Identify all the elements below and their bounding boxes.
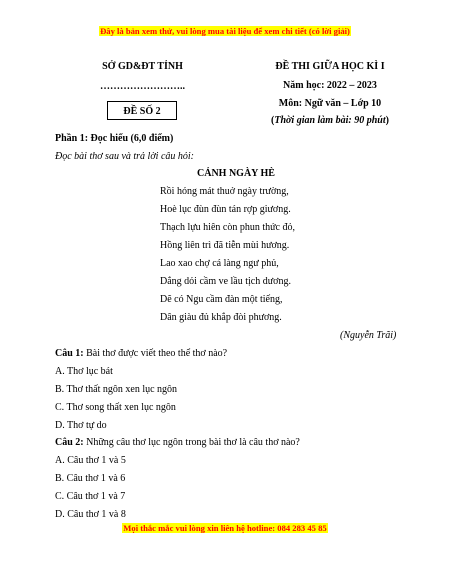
department-name: SỞ GD&ĐT TỈNH [102,61,183,72]
poem-line: Lao xao chợ cá làng ngư phủ, [160,258,279,269]
subject-line: Môn: Ngữ văn – Lớp 10 [278,98,382,109]
poem-line: Hoè lục đùn đùn tán rợp giương. [160,204,291,215]
poem-line: Dân giàu đủ khắp đòi phương. [160,312,282,323]
top-banner-text: Đây là bản xem thử, vui lòng mua tài liệu để xem chi tiết (có lời giải) [100,26,350,36]
answer-option: C. Câu thơ 1 và 7 [55,491,126,502]
question-1-text: Bài thơ được viết theo thể thơ nào? [83,348,228,359]
poem-line: Dẽ có Ngu cầm đàn một tiếng, [160,294,283,305]
bottom-hotline-banner [0,523,450,533]
poem-line: Dắng dỏi cầm ve lầu tịch dương. [160,276,291,287]
poem-line: Hồng liên trì đã tiễn mùi hương. [160,240,290,251]
time-limit-text: Thời gian làm bài: 90 phút [274,115,386,126]
section1-heading: Phần 1: Đọc hiểu (6,0 điểm) [55,133,174,144]
exam-title: ĐỀ THI GIỮA HỌC KÌ I [275,61,385,72]
question-2 [55,437,300,448]
time-paren-open: ( [271,115,275,126]
school-year: Năm học: 2022 – 2023 [283,80,377,91]
poem-title: CẢNH NGÀY HÈ [197,168,275,179]
poem-line: Thạch lựu hiên còn phun thức đỏ, [160,222,295,233]
answer-option: D. Câu thơ 1 và 8 [55,509,126,520]
answer-option: A. Câu thơ 1 và 5 [55,455,126,466]
time-limit [230,115,430,126]
answer-option: A. Thơ lục bát [55,366,113,377]
poem-author: (Nguyễn Trãi) [340,330,397,341]
answer-option: D. Thơ tự do [55,420,107,431]
question-2-label: Câu 2: [55,437,84,448]
question-1 [55,348,227,359]
bottom-banner-text: Mọi thắc mắc vui lòng xin liên hệ hotline: 084 283 45 85 [123,523,327,533]
section1-instruction: Đọc bài thơ sau và trả lời câu hỏi: [55,151,194,162]
answer-option: B. Thơ thất ngôn xen lục ngôn [55,384,178,395]
province-placeholder: …………………….. [100,81,185,92]
question-2-text: Những câu thơ lục ngôn trong bài thơ là câu thơ nào? [83,437,300,448]
time-paren-close: ) [385,115,389,126]
answer-option: B. Câu thơ 1 và 6 [55,473,126,484]
top-preview-banner [0,26,450,36]
exam-code-box: ĐỀ SỐ 2 [107,101,177,120]
answer-option: C. Thơ song thất xen lục ngôn [55,402,176,413]
question-1-label: Câu 1: [55,348,84,359]
poem-line: Rồi hóng mát thuở ngày trường, [160,186,289,197]
